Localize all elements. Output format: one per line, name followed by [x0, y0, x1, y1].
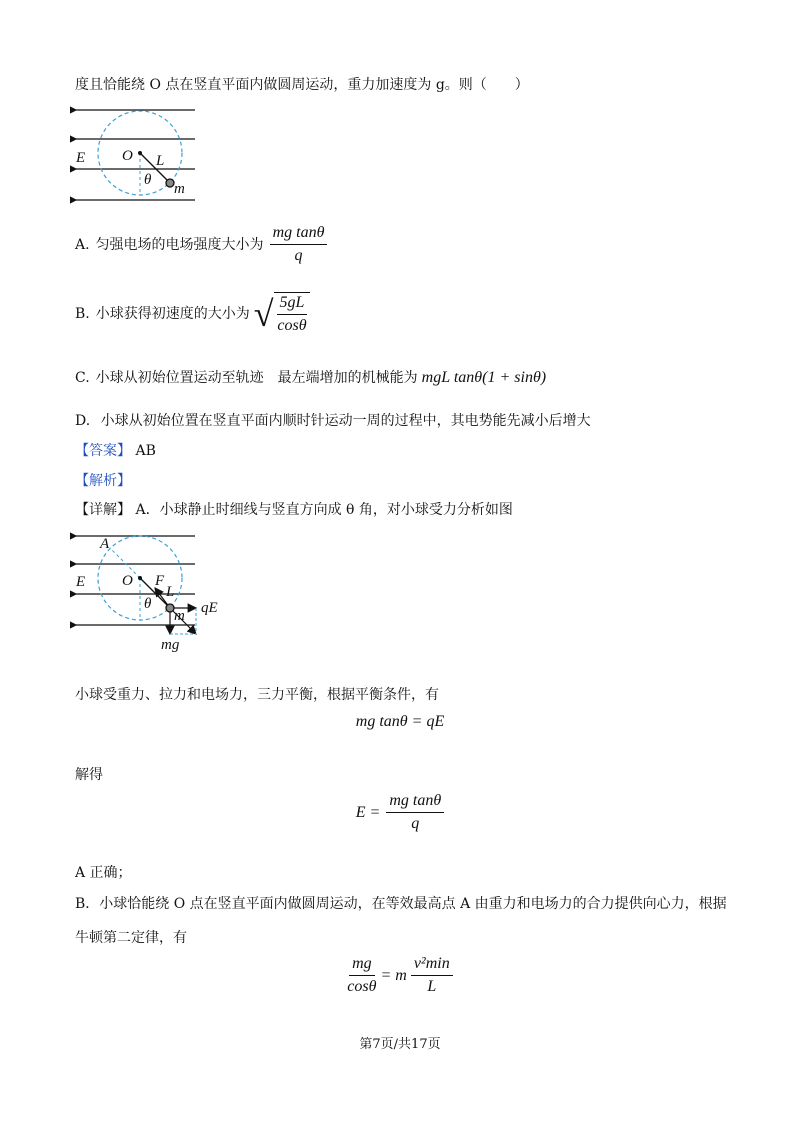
page-number: 第7页/共17页	[359, 1037, 441, 1052]
option-b-den: cosθ	[277, 317, 307, 334]
fig2-label-A: A	[100, 536, 110, 552]
option-b-label: B.	[75, 306, 90, 322]
detail-line	[75, 501, 513, 519]
option-a-label: A.	[75, 236, 90, 253]
fig2-label-L: L	[166, 584, 175, 600]
eq2-den: q	[411, 815, 420, 832]
eq3-den2: L	[427, 978, 437, 995]
option-c-text: 小球从初始位置运动至轨迹 最左端增加的机械能为	[95, 370, 418, 386]
option-a-num: mg tanθ	[270, 224, 328, 245]
equation-centripetal	[0, 955, 800, 996]
detail-tag: 【详解】	[75, 502, 131, 518]
option-d	[75, 412, 591, 430]
eq3-mid: = m	[380, 966, 407, 984]
fig2-label-m: m	[174, 608, 185, 624]
paragraph-balance: 小球受重力、拉力和电场力，三力平衡，根据平衡条件，有	[75, 687, 439, 703]
fig1-label-L: L	[156, 153, 165, 169]
analysis-line	[75, 472, 131, 490]
option-b-text: 小球获得初速度的大小为	[95, 306, 250, 322]
option-a-text: 匀强电场的电场强度大小为	[95, 236, 264, 253]
option-b-num: 5gL	[277, 294, 308, 315]
eq3-num1: mg	[349, 955, 375, 976]
option-d-text: 小球从初始位置在竖直平面内顺时针运动一周的过程中，其电势能先减小后增大	[100, 413, 591, 429]
answer-line	[75, 442, 156, 460]
eq2-lhs: E =	[355, 803, 381, 821]
fig1-label-theta: θ	[144, 172, 152, 188]
detail-text: A．小球静止时细线与竖直方向成 θ 角，对小球受力分析如图	[135, 502, 513, 518]
figure-force-analysis	[70, 528, 240, 653]
option-d-label: D.	[75, 413, 91, 429]
analysis-tag: 【解析】	[75, 473, 131, 489]
fig1-label-m: m	[174, 181, 185, 197]
option-c	[75, 369, 546, 387]
answer-tag: 【答案】	[75, 443, 131, 459]
option-a-fraction	[270, 224, 328, 265]
option-a-den: q	[294, 247, 303, 264]
eq2-num: mg tanθ	[386, 792, 444, 813]
eq3-den1: cosθ	[347, 978, 377, 995]
option-a	[75, 224, 327, 265]
paragraph-newton: 牛顿第二定律，有	[75, 930, 187, 946]
fig2-label-qE: qE	[201, 600, 218, 616]
paragraph-a-correct: A 正确；	[75, 865, 132, 881]
figure-field-circle	[70, 105, 210, 210]
option-c-label: C.	[75, 370, 90, 386]
question-intro: 度且恰能绕 O 点在竖直平面内做圆周运动，重力加速度为 g。则（ ）	[75, 77, 529, 93]
sqrt-sign-icon: √	[253, 294, 274, 334]
fig2-label-F: F	[155, 573, 165, 589]
paragraph-solve: 解得	[75, 767, 103, 783]
paragraph-b-reasoning: B．小球恰能绕 O 点在竖直平面内做圆周运动，在等效最高点 A 由重力和电场力的合力提供向心力，根据	[75, 896, 727, 912]
equation-balance: mg tanθ = qE	[355, 713, 445, 730]
answer-value: AB	[135, 443, 156, 459]
fig2-label-mg: mg	[161, 637, 180, 653]
equation-e-field	[0, 792, 800, 833]
fig1-label-O: O	[122, 148, 133, 164]
eq3-num2: v²min	[411, 955, 453, 976]
fig1-label-E: E	[76, 150, 86, 166]
option-c-expr: mgL tanθ(1 + sinθ)	[421, 369, 547, 386]
fig2-label-E: E	[76, 574, 86, 590]
option-b-sqrt	[254, 292, 311, 336]
fig2-label-O: O	[122, 573, 133, 589]
option-b	[75, 292, 310, 336]
fig2-label-theta: θ	[144, 596, 152, 612]
